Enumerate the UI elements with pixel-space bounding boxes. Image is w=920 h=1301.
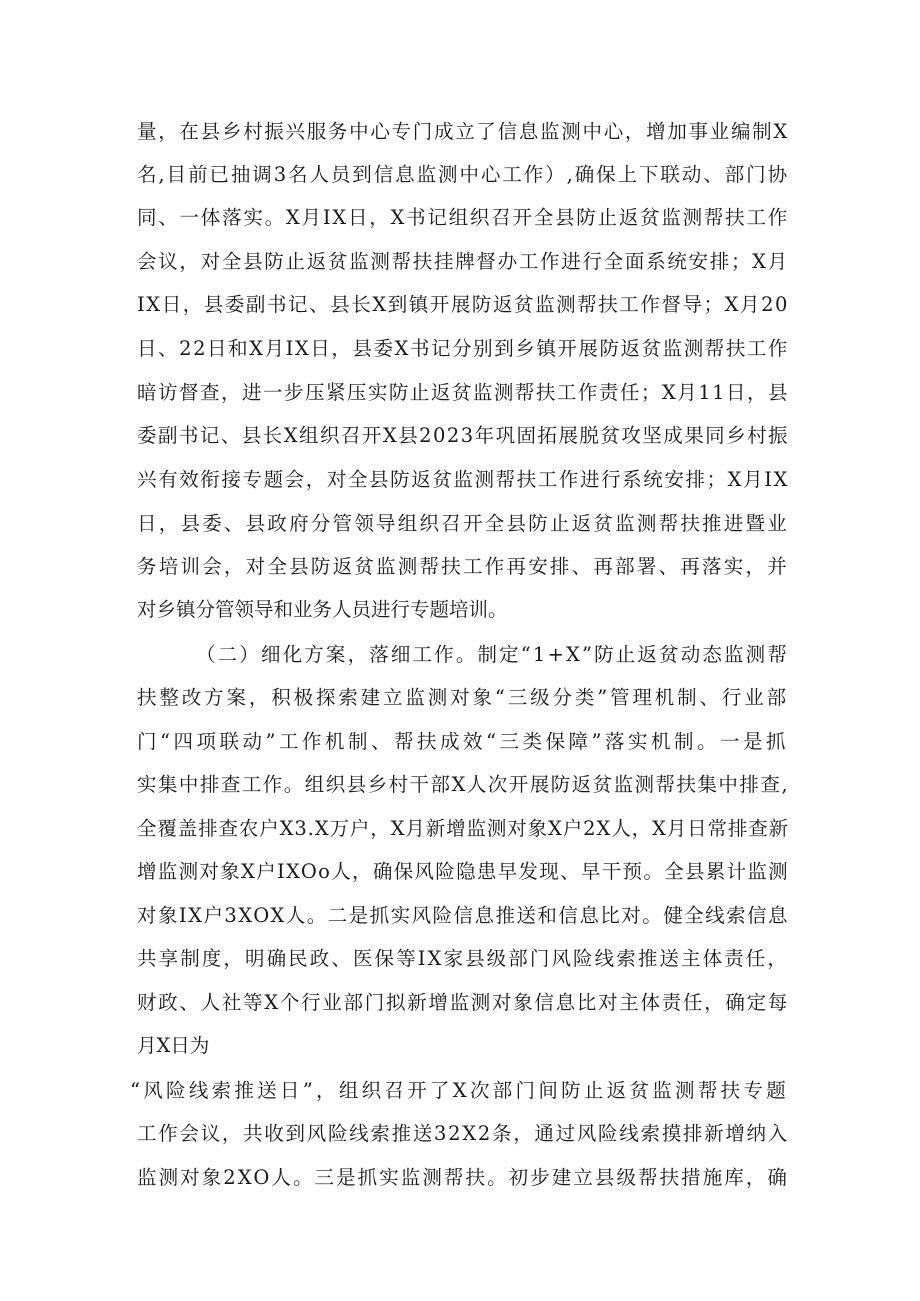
text-line-04: 会议，对全县防止返贫监测帮扶挂牌督办工作进行全面系统安排；X月 [137,250,789,273]
text-line-06: 日、22日和X月IX日，县委X书记分别到乡镇开展防返贫监测帮扶工作 [137,337,789,360]
text-line-20: 共享制度，明确民政、医保等IX家县级部门风险线索推送主体责任， [137,947,789,970]
text-line-11: 务培训会，对全县防返贫监测帮扶工作再安排、再部署、再落实，并 [137,555,789,578]
text-line-18: 增监测对象X户IXOo人，确保风险隐患早发现、早干预。全县累计监测 [137,860,789,883]
text-line-22: 月X日为 [137,1034,210,1057]
text-line-13: （二）细化方案，落细工作。制定“1+X”防止返贫动态监测帮 [196,643,789,666]
text-line-15: 门“四项联动”工作机制、帮扶成效“三类保障”落实机制。一是抓 [137,730,789,753]
text-line-23: “风险线索推送日”，组织召开了X次部门间防止返贫监测帮扶专题 [130,1079,789,1102]
text-line-17: 全覆盖排查农户X3.X万户，X月新增监测对象X户2X人，X月日常排查新 [137,817,789,840]
text-line-24: 工作会议，共收到风险线索推送32X2条，通过风险线索摸排新增纳入 [137,1122,789,1145]
text-line-03: 同、一体落实。X月IX日，X书记组织召开全县防止返贫监测帮扶工作 [137,206,789,229]
text-line-14: 扶整改方案，积极探索建立监测对象“三级分类”管理机制、行业部 [137,686,789,709]
text-line-25: 监测对象2XO人。三是抓实监测帮扶。初步建立县级帮扶措施库，确 [137,1166,789,1189]
text-line-01: 量，在县乡村振兴服务中心专门成立了信息监测中心，增加事业编制X [137,120,789,143]
text-line-12: 对乡镇分管领导和业务人员进行专题培训。 [137,598,508,621]
text-line-05: IX日，县委副书记、县长X到镇开展防返贫监测帮扶工作督导；X月20 [137,293,789,316]
text-line-16: 实集中排查工作。组织县乡村干部X人次开展防返贫监测帮扶集中排查, [137,773,789,796]
text-line-08: 委副书记、县长X组织召开X县2023年巩固拓展脱贫攻坚成果同乡村振 [137,424,789,447]
text-line-07: 暗访督查，进一步压紧压实防止返贫监测帮扶工作责任；X月11日，县 [137,381,789,404]
text-line-02: 名,目前已抽调3名人员到信息监测中心工作）,确保上下联动、部门协 [137,163,789,186]
text-line-10: 日，县委、县政府分管领导组织召开全县防止返贫监测帮扶推进暨业 [137,512,789,535]
text-line-19: 对象IX户3XOX人。二是抓实风险信息推送和信息比对。健全线索信息 [137,904,789,927]
text-line-21: 财政、人社等X个行业部门拟新增监测对象信息比对主体责任，确定每 [137,991,789,1014]
text-line-09: 兴有效衔接专题会，对全县防返贫监测帮扶工作进行系统安排；X月IX [137,468,789,491]
